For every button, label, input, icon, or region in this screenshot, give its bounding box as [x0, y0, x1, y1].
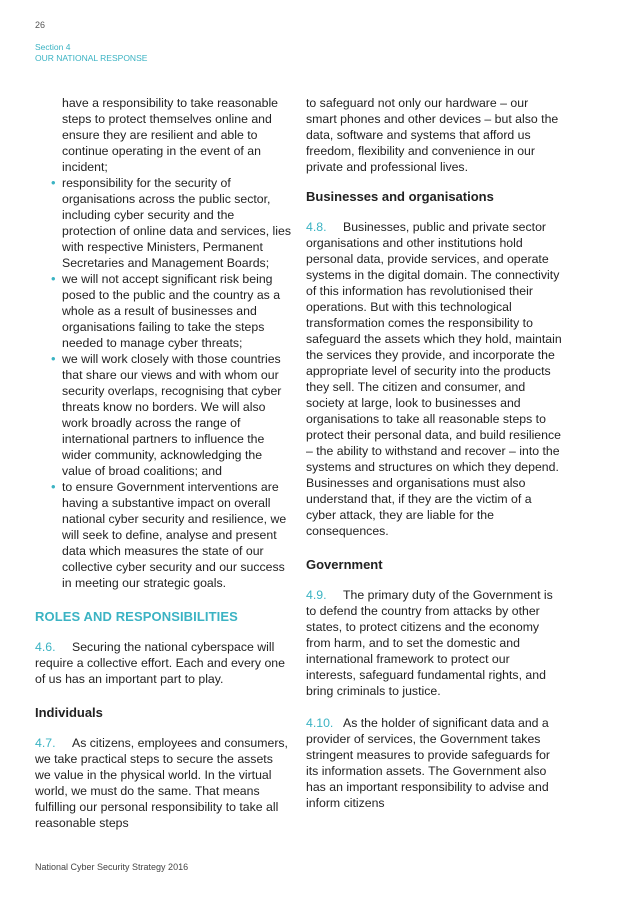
paragraph-4-10 — [306, 715, 562, 811]
individuals-heading: Individuals — [35, 705, 103, 720]
section-header — [35, 42, 147, 64]
paragraph-4-6 — [35, 639, 291, 687]
continued-text: to safeguard not only our hardware – our smart phones and other devices – but also the data, software and systems that afford us freedom, flexibility and convenience in our private and professional lives. — [306, 96, 559, 174]
right-column — [306, 95, 562, 811]
bullet-item: • responsibility for the security of organisations across the public sector, including cyber security and the protection of online data and services, lies with respective Ministers, Permanent Secretaries and Management Boards; — [35, 175, 291, 271]
paragraph-number: 4.10. — [306, 716, 334, 730]
roles-heading: ROLES AND RESPONSIBILITIES — [35, 609, 238, 624]
page-number: 26 — [35, 20, 46, 30]
left-column — [35, 95, 291, 831]
paragraph-number: 4.9. — [306, 588, 327, 602]
paragraph-number: 4.6. — [35, 640, 56, 654]
business-heading: Businesses and organisations — [306, 189, 494, 204]
paragraph-4-8 — [306, 219, 562, 539]
bullet-item: • to ensure Government interventions are having a substantive impact on overall national cyber security and resilience, we will seek to define, analyse and present data which measures the state of our collective cyber security and our success in meeting our strategic goals. — [35, 479, 291, 591]
government-heading: Government — [306, 557, 383, 572]
paragraph-text: Securing the national cyberspace will require a collective effort. Each and every one of us has an important part to play. — [35, 640, 285, 686]
footer-text: National Cyber Security Strategy 2016 — [35, 862, 189, 872]
paragraph-number: 4.7. — [35, 736, 56, 750]
section-title: OUR NATIONAL RESPONSE — [35, 53, 148, 63]
paragraph-text: As the holder of significant data and a provider of services, the Government takes stringent measures to provide safeguards for its information assets. The Government also has an important responsibility to advise and inform citizens — [306, 716, 551, 810]
paragraph-4-7 — [35, 735, 291, 831]
paragraph-number: 4.8. — [306, 220, 327, 234]
paragraph-4-9 — [306, 587, 562, 699]
paragraph-text: As citizens, employees and consumers, we take practical steps to secure the assets we value in the physical world. In the virtual world, we must do the same. That means fulfilling our personal responsibility to take all reasonable steps — [35, 736, 288, 830]
bullet-item: • we will not accept significant risk being posed to the public and the country as a whole as a result of businesses and organisations failing to take the steps needed to manage cyber threats; — [35, 271, 291, 351]
paragraph-text: Businesses, public and private sector organisations and other institutions hold personal data, provide services, and operate systems in the digital domain. The connectivity of this information has revolutionised their operations. But with this technological transformation comes the responsibility to safeguard the assets which they hold, maintain the services they provide, and incorporate the appropriate level of security into the products they sell. The citizen and consumer, and society at large, look to businesses and organisations to take all reasonable steps to protect their personal data, and build resilience – the ability to withstand and recover – into the systems and structures on which they depend. Businesses and organisations must also understand that, if they are the victim of a cyber attack, they are liable for the consequences. — [306, 220, 562, 538]
bullet-list — [35, 175, 291, 591]
continued-text: have a responsibility to take reasonable steps to protect themselves online and ensure they are resilient and able to continue operating in the event of an incident; — [62, 96, 279, 174]
bullet-item: • we will work closely with those countries that share our views and with whom our security overlaps, recognising that cyber threats know no borders. We will also work broadly across the range of international partners to influence the wider community, acknowledging the value of broad coalitions; and — [35, 351, 291, 479]
section-label: Section 4 — [35, 42, 71, 52]
paragraph-text: The primary duty of the Government is to defend the country from attacks by other states, to protect citizens and the economy from harm, and to set the domestic and international framework to protect our interests, safeguard fundamental rights, and bring criminals to justice. — [306, 588, 553, 698]
